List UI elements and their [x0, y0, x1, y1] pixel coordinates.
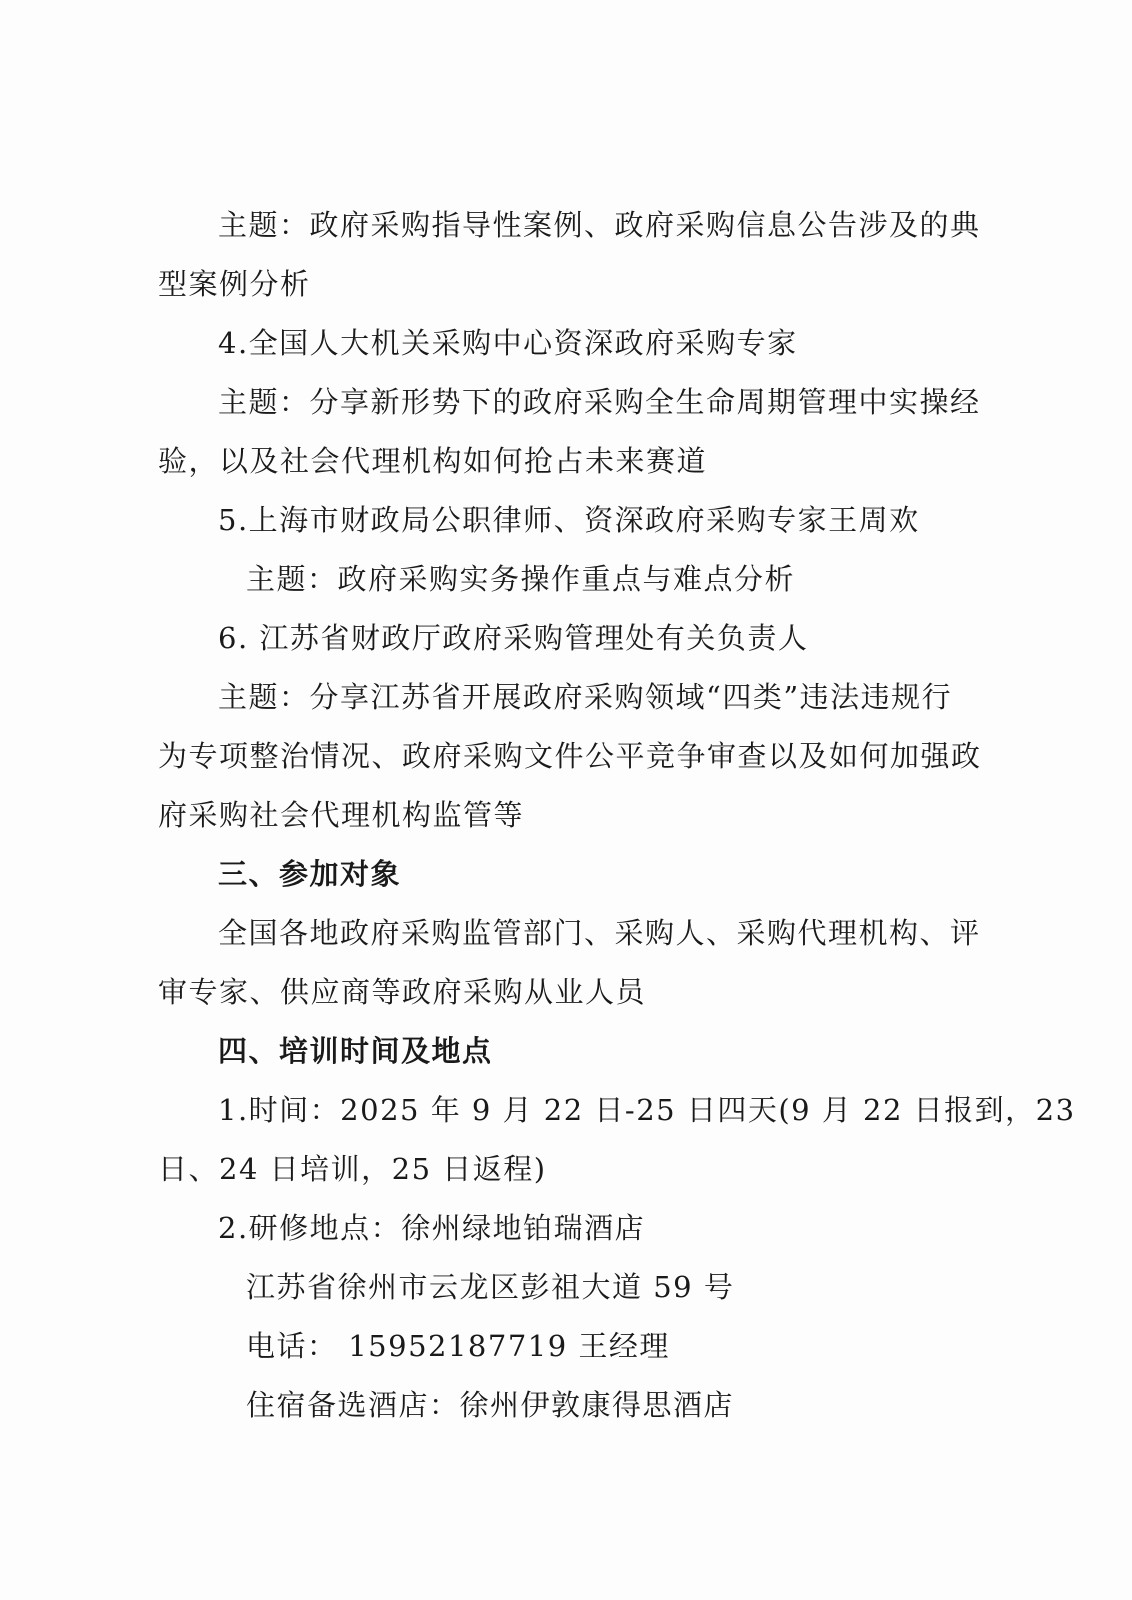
participants-line-a: 全国各地政府采购监管部门、采购人、采购代理机构、评 [218, 916, 981, 950]
topic-line-4b: 验，以及社会代理机构如何抢占未来赛道 [158, 444, 708, 478]
alt-hotel-line: 住宿备选酒店：徐州伊敦康得思酒店 [246, 1388, 735, 1422]
venue-line: 2.研修地点：徐州绿地铂瑞酒店 [218, 1211, 646, 1245]
speaker-4: 4.全国人大机关采购中心资深政府采购专家 [218, 326, 798, 360]
participants-line-b: 审专家、供应商等政府采购从业人员 [158, 975, 647, 1009]
section-heading-time-location: 四、培训时间及地点 [218, 1034, 493, 1068]
phone-line: 电话： 15952187719 王经理 [246, 1329, 670, 1363]
topic-line-6c: 府采购社会代理机构监管等 [158, 798, 525, 832]
time-line-a: 1.时间：2025 年 9 月 22 日-25 日四天(9 月 22 日报到，23 [218, 1093, 1076, 1127]
topic-line-6b: 为专项整治情况、政府采购文件公平竞争审查以及如何加强政 [158, 739, 982, 773]
topic-line-3a: 主题：政府采购指导性案例、政府采购信息公告涉及的典 [218, 208, 981, 242]
section-heading-participants: 三、参加对象 [218, 857, 402, 891]
speaker-6: 6. 江苏省财政厅政府采购管理处有关负责人 [218, 621, 809, 655]
topic-line-6a: 主题：分享江苏省开展政府采购领域“四类”违法违规行 [218, 680, 953, 714]
speaker-5: 5.上海市财政局公职律师、资深政府采购专家王周欢 [218, 503, 920, 537]
document-body [158, 196, 1076, 1435]
topic-line-3b: 型案例分析 [158, 267, 311, 301]
topic-line-5: 主题：政府采购实务操作重点与难点分析 [246, 562, 796, 596]
address-line: 江苏省徐州市云龙区彭祖大道 59 号 [246, 1270, 735, 1304]
topic-line-4a: 主题：分享新形势下的政府采购全生命周期管理中实操经 [218, 385, 981, 419]
time-line-b: 日、24 日培训，25 日返程) [158, 1152, 547, 1186]
